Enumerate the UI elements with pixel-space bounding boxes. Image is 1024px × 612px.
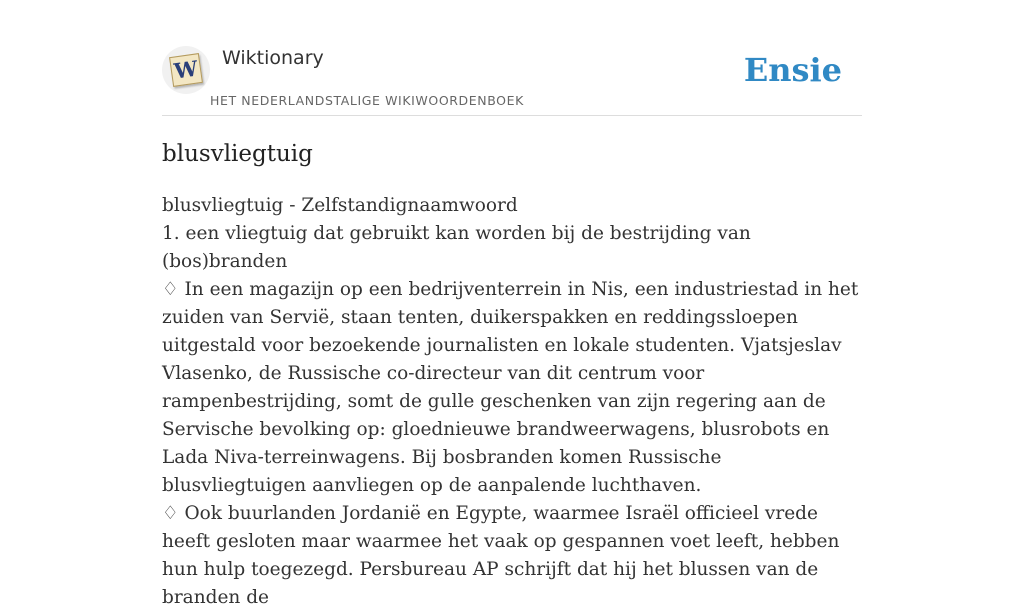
site-subtitle: HET NEDERLANDSTALIGE WIKIWOORDENBOEK [210, 93, 524, 108]
example-sentence: ♢ In een magazijn op een bedrijventerrein in Nis, een industriestad in het zuiden van Servië, staan tenten, duikerspakken en reddingssloepen uitgestald voor bezoekende journalisten en lokale studenten. Vjatsjeslav Vlasenko, de Russische co-directeur van dit centrum voor rampenbestrijding, somt de gulle geschenken van zijn regering aan de Servische bevolking op: gloednieuwe brandweerwagens, blusrobots en Lada Niva-terreinwagens. Bij bosbranden komen Russische blusvliegtuigen aanvliegen op de aanpalende luchthaven. [162, 279, 859, 496]
wiktionary-logo[interactable] [162, 46, 210, 94]
entry-content [162, 192, 862, 612]
ensie-brand-logo[interactable]: Ensie [743, 51, 842, 89]
site-name[interactable]: Wiktionary [222, 47, 324, 69]
page-title: blusvliegtuig [162, 141, 313, 167]
entry-definition: 1. een vliegtuig dat gebruikt kan worden bij de bestrijding van (bos)branden [162, 223, 751, 272]
site-header [162, 0, 862, 116]
example-sentence: ♢ Ook buurlanden Jordanië en Egypte, waarmee Israël officieel vrede heeft gesloten maar waarmee het vaak op gespannen voet leeft, hebben hun hulp toegezegd. Persbureau AP schrijft dat hij het blussen van de branden de [162, 503, 840, 608]
wiktionary-logo-icon: W [169, 53, 203, 87]
entry-heading: blusvliegtuig - Zelfstandignaamwoord [162, 195, 518, 216]
